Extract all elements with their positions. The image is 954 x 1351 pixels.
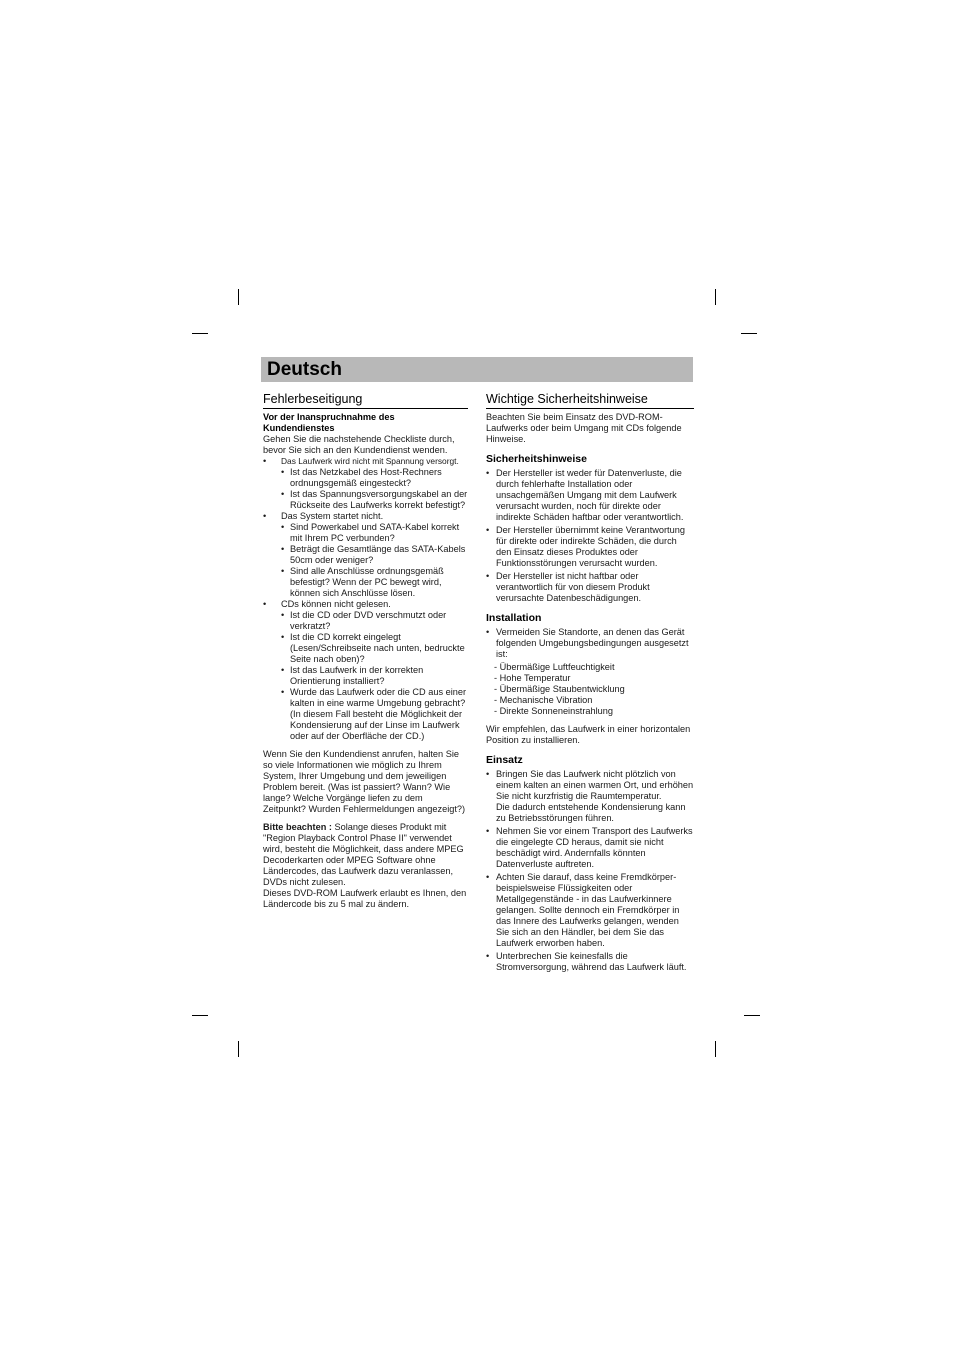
checklist-group [263,511,468,599]
safety-note: • Der Hersteller übernimmt keine Verantwortung für direkte oder indirekte Schäden, die durch den Einsatz dieses Produktes oder Funktionsstörungen verursacht wurden. [486,525,694,569]
safety-note: • Der Hersteller ist nicht haftbar oder verantwortlich für von diesem Produkt verursachte Datenbeschädigungen. [486,571,694,604]
checklist-item: • Wurde das Laufwerk oder die CD aus einer kalten in eine warme Umgebung gebracht? (In diesem Fall besteht die Möglichkeit der Kondensierung auf der Linse im Laufwerk oder auf der Oberfläche der CD.) [281,687,468,742]
safety-notes-list [486,468,694,604]
crop-mark [238,289,239,305]
checklist-item: • Ist das Laufwerk in der korrekten Orientierung installiert? [281,665,468,687]
condition-item: - Direkte Sonneneinstrahlung [494,706,613,716]
environment-conditions [486,662,694,717]
usage-item-text: Bringen Sie das Laufwerk nicht plötzlich von einem kalten an einen warmen Ort, und erhöhen Sie nicht kurzfristig die Raumtemperatur. [496,769,694,801]
checklist-items [281,610,468,742]
usage-heading: Einsatz [486,754,523,766]
checklist-item: • Beträgt die Gesamtlänge das SATA-Kabels 50cm oder weniger? [281,544,468,566]
troubleshooting-intro: Gehen Sie die nachstehende Checkliste durch, bevor Sie sich an den Kundendienst wenden. [263,434,455,455]
crop-mark [192,333,208,334]
usage-item-text: Die dadurch entstehende Kondensierung kann zu Betriebsstörungen führen. [496,802,686,823]
safety-notes-heading: Sicherheitshinweise [486,453,587,465]
checklist-group-label: CDs können nicht gelesen. [281,599,391,609]
crop-mark [238,1041,239,1057]
checklist-group-label: Das Laufwerk wird nicht mit Spannung versorgt. [281,456,459,466]
condition-item: - Hohe Temperatur [494,673,571,683]
crop-mark [715,1041,716,1057]
installation-heading: Installation [486,612,542,624]
installation-recommendation: Wir empfehlen, das Laufwerk in einer horizontalen Position zu installieren. [486,724,691,745]
page-title: Deutsch [267,359,342,380]
crop-mark [192,1015,208,1016]
checklist [263,456,468,742]
usage-list [486,769,694,973]
language-banner [261,357,693,382]
usage-item: • Unterbrechen Sie keinesfalls die Stromversorgung, während das Laufwerk läuft. [486,951,694,973]
condition-item: - Mechanische Vibration [494,695,593,705]
usage-item: • Achten Sie darauf, dass keine Fremdkörper-beispielsweise Flüssigkeiten oder Metallgegenstände - in das Laufwerkinnere gelangen. Sollte dennoch ein Fremdkörper in das Innere des Laufwerks gelangen, wenden Sie sich an den Händler, bei dem Sie das Laufwerk erworben haben. [486,872,694,949]
troubleshooting-column [263,392,468,910]
safety-title: Wichtige Sicherheitshinweise [486,392,694,409]
checklist-group [263,599,468,742]
checklist-item: • Sind Powerkabel und SATA-Kabel korrekt mit Ihrem PC verbunden? [281,522,468,544]
condition-item: - Übermäßige Staubentwicklung [494,684,625,694]
checklist-item: • Ist das Netzkabel des Host-Rechners ordnungsgemäß eingesteckt? [281,467,468,489]
condition-item: - Übermäßige Luftfeuchtigkeit [494,662,615,672]
region-note-label: Bitte beachten : [263,822,332,832]
crop-mark [741,333,757,334]
service-note: Wenn Sie den Kundendienst anrufen, halten Sie so viele Informationen wie möglich zu Ihrem System, Ihrer Umgebung und dem jeweiligen Problem bereit. (Was ist passiert? Wann? Wie lange? Welche Vorgänge liefen zu dem Zeitpunkt? Wurden Fehlermeldungen angezeigt?) [263,749,466,814]
checklist-item: • Sind alle Anschlüsse ordnungsgemäß befestigt? Wenn der PC bewegt wird, können sich Anschlüsse lösen. [281,566,468,599]
crop-mark [715,289,716,305]
safety-column [486,392,694,975]
installation-list [486,627,694,660]
safety-intro: Beachten Sie beim Einsatz des DVD-ROM-Laufwerks oder beim Umgang mit CDs folgende Hinweise. [486,412,682,444]
checklist-items [281,467,468,511]
checklist-group [263,456,468,511]
troubleshooting-subtitle: Vor der Inanspruchnahme des Kundendienstes [263,412,395,433]
crop-mark [744,1015,760,1016]
usage-item [486,769,694,824]
checklist-group-label: Das System startet nicht. [281,511,384,521]
checklist-item: • Ist die CD oder DVD verschmutzt oder verkratzt? [281,610,468,632]
usage-item: • Nehmen Sie vor einem Transport des Laufwerks die eingelegte CD heraus, damit sie nicht beschädigt wird. Andernfalls könnten Datenverluste auftreten. [486,826,694,870]
checklist-item: • Ist die CD korrekt eingelegt (Lesen/Schreibseite nach unten, bedruckte Seite nach oben)? [281,632,468,665]
safety-note: • Der Hersteller ist weder für Datenverluste, die durch fehlerhafte Installation oder unsachgemäßen Umgang mit dem Laufwerk verursacht wurden, noch für direkte oder indirekte Schäden haftbar oder verantwortlich. [486,468,694,523]
troubleshooting-title: Fehlerbeseitigung [263,392,468,409]
checklist-items [281,522,468,599]
checklist-item: • Ist das Spannungsversorgungskabel an der Rückseite des Laufwerks korrekt befestigt? [281,489,468,511]
region-note [263,822,468,888]
region-change-note: Dieses DVD-ROM Laufwerk erlaubt es Ihnen, den Ländercode bis zu 5 mal zu ändern. [263,888,467,909]
installation-item: • Vermeiden Sie Standorte, an denen das Gerät folgenden Umgebungsbedingungen ausgesetzt ist: [486,627,694,660]
region-note-text: Solange dieses Produkt mit "Region Playback Control Phase II" verwendet wird, besteht die Möglichkeit, dass andere MPEG Decoderkarten oder MPEG Software ohne Ländercodes, das Laufwerk dazu veranlassen, DVDs nicht zulesen. [263,822,464,887]
